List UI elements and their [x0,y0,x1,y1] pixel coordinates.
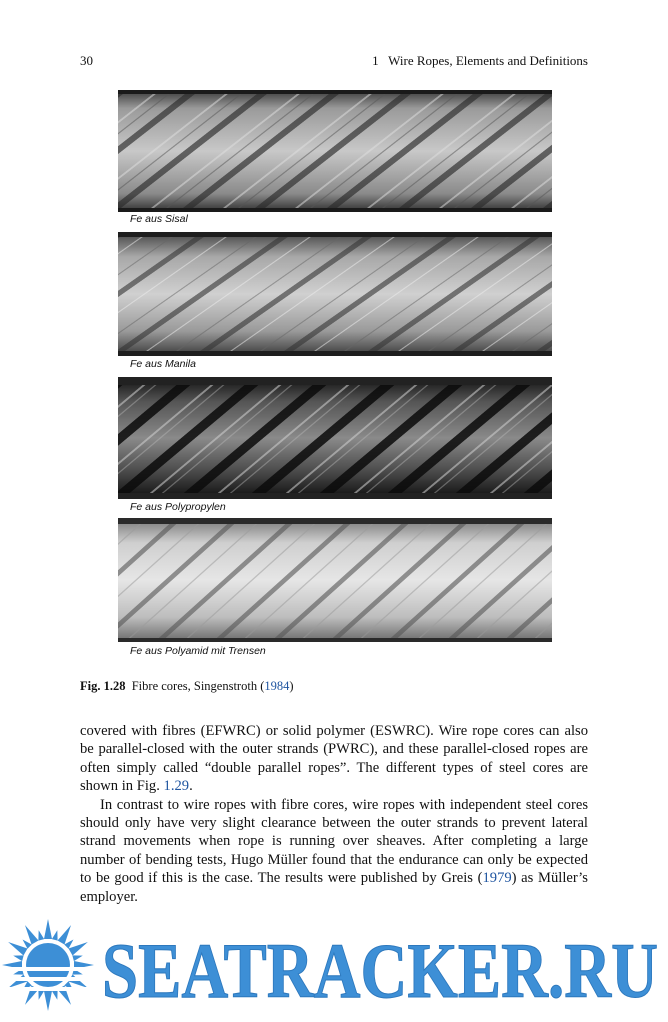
figure-number: Fig. 1.28 [80,679,126,693]
rope-photo-manila [118,232,552,356]
paragraph-1 [80,722,588,796]
figure-caption-citation[interactable]: 1984 [264,679,290,693]
paragraph-2-end: ) as Müller’s employer. [80,870,588,905]
sun-logo-icon [0,919,96,1011]
panel-label-sisal: Fe aus Sisal [130,213,188,225]
fig-reference-link[interactable]: 1.29 [163,778,190,795]
paragraph-1-text: covered with fibres (EFWRC) or solid polymer (ESWRC). Wire rope cores can also be parallel-closed with the outer strands (PWRC), and these parallel-closed ropes are often simply called “double parallel ropes”. The different types of steel cores are shown in Fig. [80,723,588,795]
figure-caption-close: ) [289,679,294,693]
body-text [80,722,588,906]
page-number: 30 [80,53,93,68]
paragraph-1-end: . [189,778,193,795]
paragraph-2-text: In contrast to wire ropes with fibre cores, wire ropes with independent steel cores should only have very slight clearance between the outer strands to prevent lateral strand movements when rope is running over sheaves. After completing a large number of bending tests, Hugo Müller found that the endurance can only be expected to be good if this is the case. The results were published by Greis ( [80,796,588,887]
running-head: 1 Wire Ropes, Elements and Definitions [372,53,588,68]
watermark [0,915,668,1017]
panel-label-polyamide: Fe aus Polyamid mit Trensen [130,645,266,657]
paragraph-2 [80,796,588,906]
figure-caption-text: Fibre cores, Singenstroth ( [131,679,265,693]
citation-link[interactable]: 1979 [482,870,512,887]
rope-photo-polyamide [118,518,552,642]
watermark-text: SEATRACKER.RU [102,927,658,1014]
panel-label-polypropylene: Fe aus Polypropylen [130,501,226,513]
rope-photo-polypropylene [118,377,552,499]
panel-label-manila: Fe aus Manila [130,358,196,370]
rope-photo-sisal [118,90,552,212]
figure-caption [80,679,294,694]
